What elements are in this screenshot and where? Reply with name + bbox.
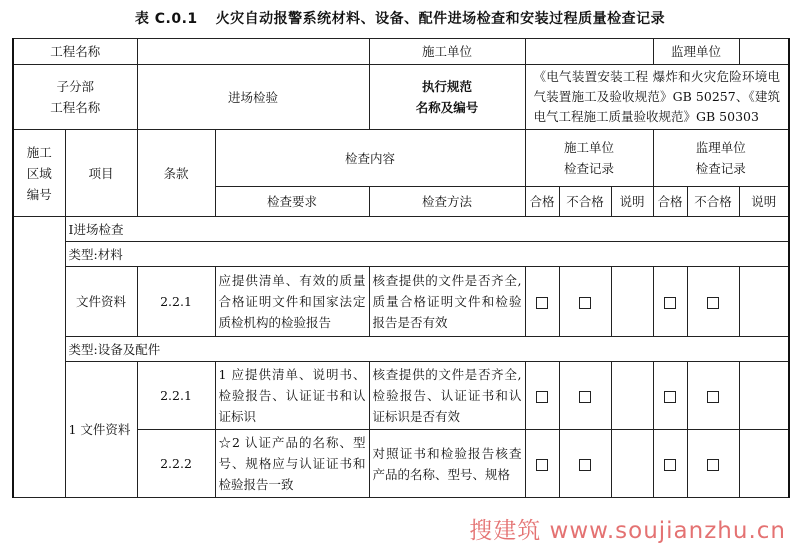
construction-pass-header: 合格 (525, 187, 559, 217)
supervision-unit-label: 监理单位 (653, 39, 739, 65)
project-name-value[interactable] (137, 39, 369, 65)
construction-fail-header: 不合格 (559, 187, 611, 217)
zone-number-cell[interactable] (13, 217, 65, 498)
watermark-text: 搜建筑 www.soujianzhu.cn (469, 518, 786, 544)
page-title (0, 8, 800, 28)
supervision-fail-checkbox[interactable] (707, 391, 719, 403)
zone-column-header: 施工 区域 编号 (13, 130, 65, 217)
item-column-header: 项目 (65, 130, 137, 217)
construction-note-cell[interactable] (611, 267, 653, 337)
construction-unit-label: 施工单位 (369, 39, 525, 65)
inspection-record-table (12, 38, 790, 498)
supervision-note-cell[interactable] (739, 430, 789, 498)
row-requirement: ☆2 认证产品的名称、型号、规格应与认证证书和检验报告一致 (215, 430, 369, 498)
supervision-record-header: 监理单位 检查记录 (653, 130, 789, 187)
construction-pass-checkbox[interactable] (536, 391, 548, 403)
section-type-equipment: 类型:设备及配件 (65, 337, 789, 362)
table-row (13, 362, 789, 430)
row-method: 核查提供的文件是否齐全,质量合格证明文件和检验报告是否有效 (369, 267, 525, 337)
supervision-pass-checkbox[interactable] (664, 459, 676, 471)
row-clause: 2.2.1 (137, 267, 215, 337)
construction-pass-checkbox[interactable] (536, 297, 548, 309)
requirement-column-header: 检查要求 (215, 187, 369, 217)
table-title: 火灾自动报警系统材料、设备、配件进场检查和安装过程质量检查记录 (215, 11, 666, 27)
construction-record-header: 施工单位 检查记录 (525, 130, 653, 187)
method-column-header: 检查方法 (369, 187, 525, 217)
supervision-fail-checkbox[interactable] (707, 459, 719, 471)
supervision-pass-checkbox[interactable] (664, 391, 676, 403)
content-column-header: 检查内容 (215, 130, 525, 187)
section-incoming-inspection: Ⅰ进场检查 (65, 217, 789, 242)
row-item: 1 文件资料 (65, 362, 137, 498)
construction-pass-checkbox[interactable] (536, 459, 548, 471)
supervision-note-cell[interactable] (739, 267, 789, 337)
row-clause: 2.2.2 (137, 430, 215, 498)
row-method: 对照证书和检验报告核查产品的名称、型号、规格 (369, 430, 525, 498)
row-clause: 2.2.1 (137, 362, 215, 430)
construction-note-cell[interactable] (611, 362, 653, 430)
supervision-note-cell[interactable] (739, 362, 789, 430)
construction-unit-value[interactable] (525, 39, 653, 65)
supervision-unit-value[interactable] (739, 39, 789, 65)
supervision-fail-checkbox[interactable] (707, 297, 719, 309)
section-type-material: 类型:材料 (65, 242, 789, 267)
construction-fail-checkbox[interactable] (579, 459, 591, 471)
row-requirement: 应提供清单、有效的质量合格证明文件和国家法定质检机构的检验报告 (215, 267, 369, 337)
row-item: 文件资料 (65, 267, 137, 337)
row-requirement: 1 应提供清单、说明书、检验报告、认证证书和认证标识 (215, 362, 369, 430)
supervision-fail-header: 不合格 (687, 187, 739, 217)
construction-fail-checkbox[interactable] (579, 391, 591, 403)
subdivision-label: 子分部 工程名称 (13, 65, 137, 130)
construction-note-cell[interactable] (611, 430, 653, 498)
subdivision-value: 进场检验 (137, 65, 369, 130)
table-code: 表 C.0.1 (134, 11, 198, 27)
supervision-pass-checkbox[interactable] (664, 297, 676, 309)
table-row (13, 267, 789, 337)
standard-value: 《电气装置安装工程 爆炸和火灾危险环境电气装置施工及验收规范》GB 50257、《建筑电气工程施工质量验收规范》GB 50303 (525, 65, 789, 130)
standard-label: 执行规范 名称及编号 (369, 65, 525, 130)
supervision-pass-header: 合格 (653, 187, 687, 217)
project-name-label: 工程名称 (13, 39, 137, 65)
construction-note-header: 说明 (611, 187, 653, 217)
clause-column-header: 条款 (137, 130, 215, 217)
supervision-note-header: 说明 (739, 187, 789, 217)
construction-fail-checkbox[interactable] (579, 297, 591, 309)
row-method: 核查提供的文件是否齐全,检验报告、认证证书和认证标识是否有效 (369, 362, 525, 430)
